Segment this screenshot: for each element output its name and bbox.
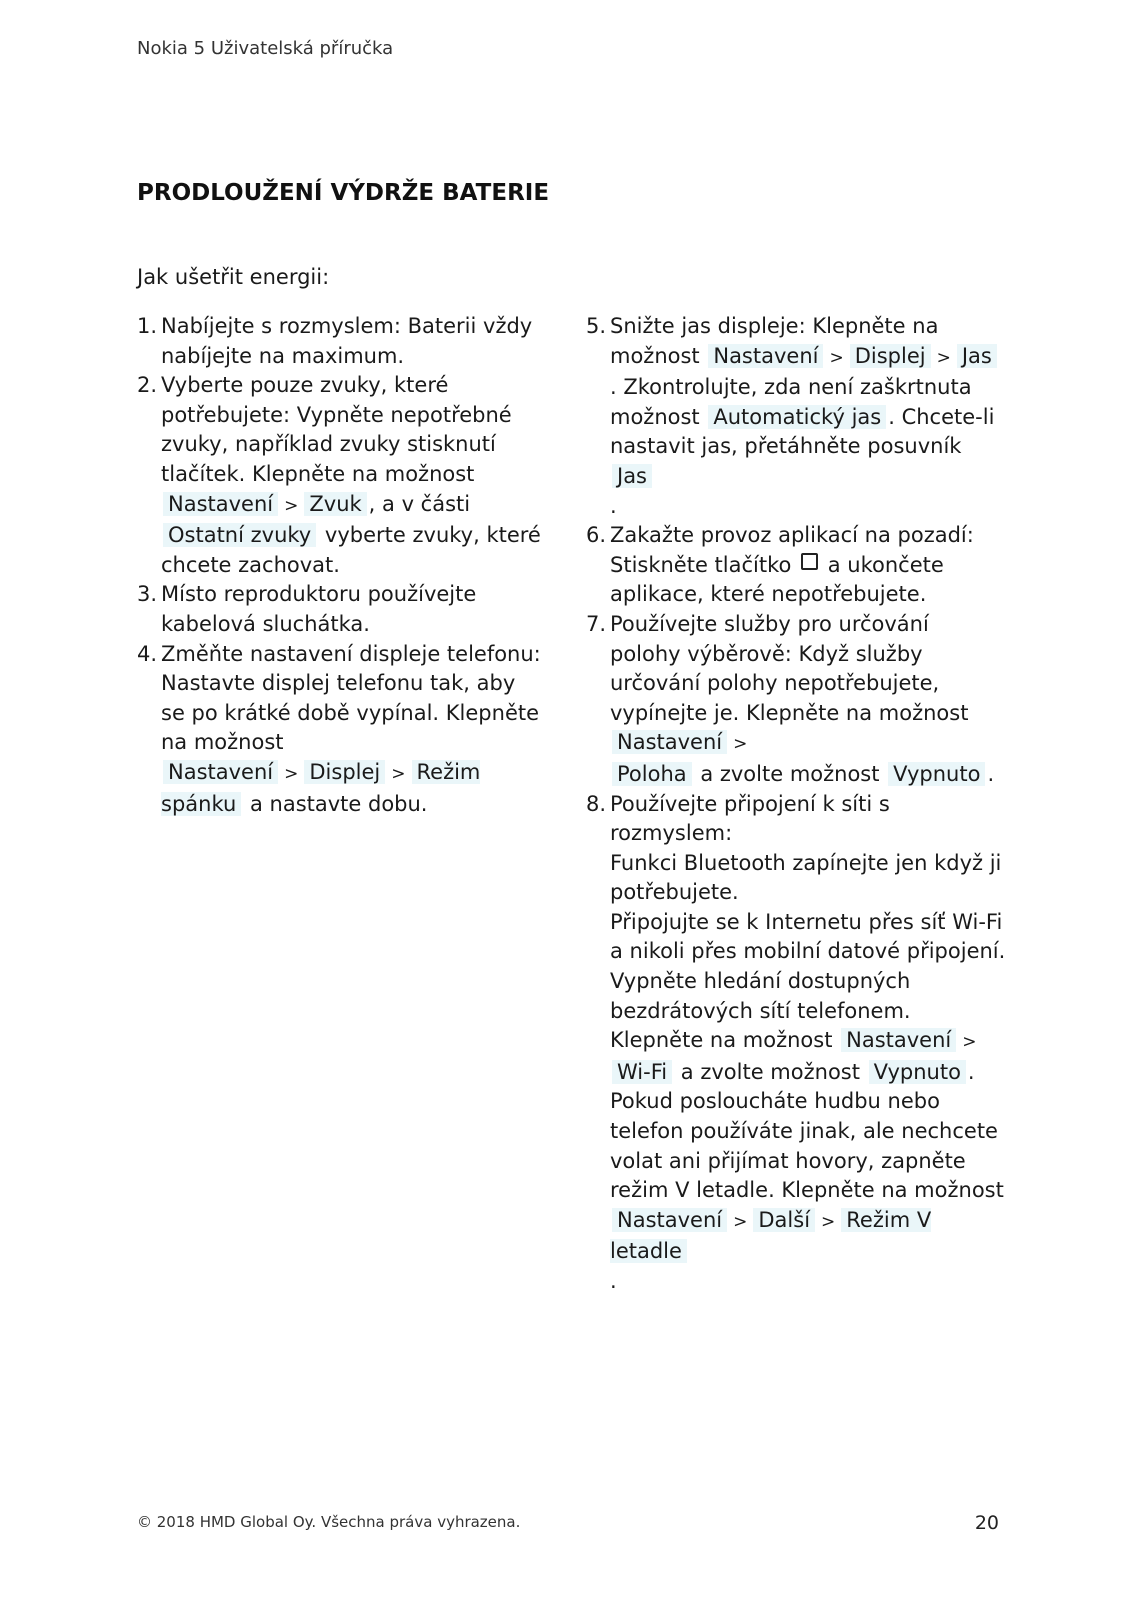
ui-term-off: Vypnuto (869, 1060, 966, 1084)
list-item (586, 790, 1006, 1297)
right-column (586, 312, 1006, 1297)
ui-term-brightness: Jas (957, 344, 997, 368)
ui-term-settings: Nastavení (163, 760, 278, 784)
item-number: 7. (586, 611, 607, 636)
ui-term-settings: Nastavení (612, 1208, 727, 1232)
ui-term-display: Displej (304, 760, 385, 784)
tips-list-left (137, 312, 542, 819)
item-text: Snižte jas displeje: Klepněte na možnost Nastavení > Displej > Jas . Zkontrolujte, zda není zaškrtnuta možnost Automatický jas . Chcete-li nastavit jas, přetáhněte posuvník Jas . (610, 312, 1006, 521)
item-number: 2. (137, 373, 158, 398)
tips-list-right (586, 312, 1006, 1297)
ui-term-settings: Nastavení (841, 1028, 956, 1052)
item-number: 1. (137, 314, 158, 338)
ui-term-settings: Nastavení (612, 730, 727, 754)
ui-term-brightness-slider: Jas (612, 464, 652, 488)
item-number: 4. (137, 641, 158, 666)
ui-term-settings: Nastavení (163, 492, 278, 516)
ui-term-settings: Nastavení (708, 344, 823, 368)
item-text: Změňte nastavení displeje telefonu: Nastavte displej telefonu tak, aby se po krátké době vypínal. Klepněte na možnost Nastavení > Displej > Režim spánku a nastavte dobu. (161, 641, 541, 816)
section-title: PRODLOUŽENÍ VÝDRŽE BATERIE (137, 180, 550, 206)
list-item (137, 640, 542, 820)
item-text: Nabíjejte s rozmyslem: Baterii vždy nabíjejte na maximum. (161, 314, 533, 368)
ui-term-display: Displej (850, 344, 931, 368)
left-column (137, 312, 542, 819)
item-text: Vyberte pouze zvuky, které potřebujete: Vypněte nepotřebné zvuky, například zvuky stisknutí tlačítek. Klepněte na možnost Nastavení > Zvuk , a v části Ostatní zvuky vyberte zvuky, které chcete zachovat. (161, 373, 541, 577)
ui-term-off: Vypnuto (888, 762, 985, 786)
ui-term-auto-brightness: Automatický jas (708, 405, 886, 429)
square-button-icon (801, 553, 818, 570)
ui-term-sleep-mode: Režim spánku (161, 759, 481, 816)
ui-term-airplane-mode: Režim V letadle (610, 1207, 932, 1264)
ui-term-sound: Zvuk (304, 492, 366, 516)
item-number: 3. (137, 582, 158, 607)
page-number: 20 (974, 1512, 999, 1534)
item-text: Místo reproduktoru používejte kabelová sluchátka. (161, 582, 477, 636)
list-item (586, 312, 1006, 521)
list-item (586, 521, 1006, 610)
item-number: 6. (586, 523, 607, 548)
list-item (586, 610, 1006, 790)
copyright-footer: © 2018 HMD Global Oy. Všechna práva vyhrazena. (137, 1513, 521, 1531)
list-item (137, 312, 542, 371)
item-number: 5. (586, 314, 607, 338)
list-item (137, 371, 542, 580)
ui-term-other-sounds: Ostatní zvuky (163, 523, 316, 547)
running-header: Nokia 5 Uživatelská příručka (137, 38, 394, 59)
list-item (137, 580, 542, 639)
item-text: Používejte služby pro určování polohy výběrově: Když služby určování polohy nepotřebujete, vypínejte je. Klepněte na možnost Nastavení > Poloha a zvolte možnost Vypnuto . (610, 611, 995, 786)
ui-term-more: Další (753, 1208, 815, 1232)
item-number: 8. (586, 791, 607, 816)
ui-term-location: Poloha (612, 762, 692, 786)
intro-text: Jak ušetřit energii: (137, 265, 330, 289)
item-text: Používejte připojení k síti s rozmyslem: Funkci Bluetooth zapínejte jen když ji potřebujete. Připojujte se k Internetu přes síť Wi-Fi a nikoli přes mobilní datové připojení. Vypněte hledání dostupných bezdrátových sítí telefonem. Klepněte na možnost Nastavení > Wi-Fi a zvolte možnost Vypnuto . Pokud posloucháte hudbu nebo telefon používáte jinak, ale nechcete volat ani přijímat hovory, zapněte režim V letadle. Klepněte na možnost Nastavení > Další > Režim V letadle . (610, 791, 1006, 1293)
ui-term-wifi: Wi-Fi (612, 1060, 672, 1084)
item-text: Zakažte provoz aplikací na pozadí: Stiskněte tlačítko a ukončete aplikace, které nepotřebujete. (610, 523, 974, 607)
